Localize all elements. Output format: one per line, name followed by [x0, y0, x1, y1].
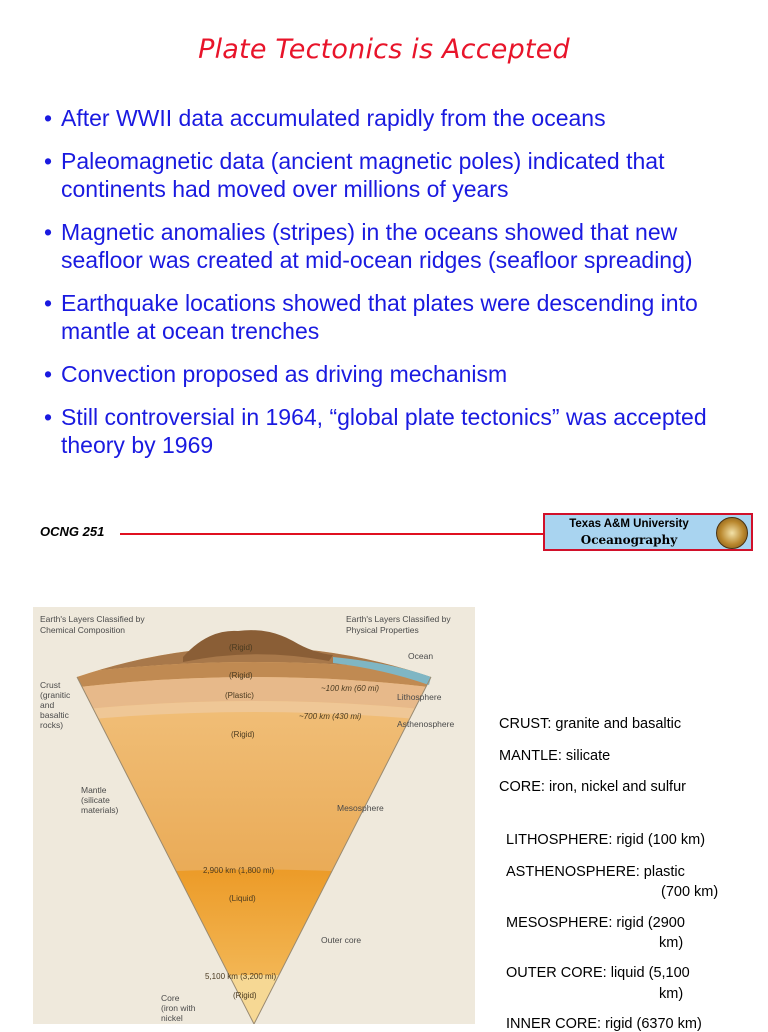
- depth-label-700: ~700 km (430 mi): [299, 712, 362, 721]
- crust-label: (granitic: [40, 690, 71, 700]
- bullet-item: • Convection proposed as driving mechanism: [44, 360, 744, 388]
- note-asthenosphere-depth: (700 km): [661, 884, 719, 900]
- department-name: Oceanography: [580, 533, 678, 547]
- liquid-label: (Liquid): [229, 894, 256, 903]
- footer-divider: [120, 533, 546, 535]
- depth-label-2900: 2,900 km (1,800 mi): [203, 866, 275, 875]
- rigid-label: (Rigid): [233, 991, 257, 1000]
- right-heading-line2: Physical Properties: [346, 625, 419, 635]
- note-outer-core: OUTER CORE: liquid (5,100: [506, 965, 690, 981]
- bullet-list: [44, 104, 744, 474]
- rigid-label: (Rigid): [229, 643, 253, 652]
- bullet-item: • After WWII data accumulated rapidly from the oceans: [44, 104, 744, 132]
- left-heading-line1: Earth's Layers Classified by: [40, 614, 145, 624]
- bullet-item: • Still controversial in 1964, “global plate tectonics” was accepted theory by 1969: [44, 403, 744, 459]
- bullet-item: • Earthquake locations showed that plates were descending into mantle at ocean trenches: [44, 289, 744, 345]
- note-mesosphere: MESOSPHERE: rigid (2900: [506, 915, 685, 931]
- university-seal-icon: [716, 517, 748, 549]
- outer-core-label: Outer core: [321, 935, 362, 945]
- crust-label: Crust: [40, 680, 61, 690]
- note-core: CORE: iron, nickel and sulfur: [499, 779, 686, 795]
- note-mesosphere-depth: km): [659, 935, 684, 951]
- layer-bands: [33, 607, 475, 1024]
- core-label: nickel: [161, 1013, 183, 1023]
- university-badge: [543, 513, 753, 551]
- core-label: Core: [161, 993, 180, 1003]
- bullet-item: • Paleomagnetic data (ancient magnetic poles) indicated that continents had moved over millions of years: [44, 147, 744, 203]
- crust-label: and: [40, 700, 55, 710]
- note-lithosphere: LITHOSPHERE: rigid (100 km): [506, 832, 706, 848]
- note-outer-core-depth: km): [659, 986, 684, 1002]
- note-crust: CRUST: granite and basaltic: [499, 716, 682, 732]
- left-heading-line2: Chemical Composition: [40, 625, 126, 635]
- mantle-label: (silicate: [81, 795, 110, 805]
- note-asthenosphere: ASTHENOSPHERE: plastic: [506, 864, 685, 880]
- mesosphere-label: Mesosphere: [337, 803, 384, 813]
- earth-layers-diagram: [33, 607, 475, 1024]
- lithosphere-label: Lithosphere: [397, 692, 442, 702]
- depth-label-100: ~100 km (60 mi): [321, 684, 380, 693]
- crust-label: rocks): [40, 720, 64, 730]
- ocean-label: Ocean: [408, 651, 434, 661]
- earth-layers-svg: [33, 607, 475, 1024]
- course-label: OCNG 251: [40, 524, 105, 539]
- mantle-label: materials): [81, 805, 119, 815]
- bullet-item: • Magnetic anomalies (stripes) in the oceans showed that new seafloor was created at mid-ocean ridges (seafloor spreading): [44, 218, 744, 274]
- university-name: Texas A&M University: [569, 518, 689, 530]
- mantle-label: Mantle: [81, 785, 107, 795]
- asthenosphere-label: Asthenosphere: [397, 719, 455, 729]
- right-heading-line1: Earth's Layers Classified by: [346, 614, 451, 624]
- rigid-label: (Rigid): [231, 730, 255, 739]
- core-label: (iron with: [161, 1003, 196, 1013]
- slide-title: Plate Tectonics is Accepted: [198, 34, 570, 65]
- plastic-label: (Plastic): [225, 691, 254, 700]
- depth-label-5100: 5,100 km (3,200 mi): [205, 972, 277, 981]
- note-mantle: MANTLE: silicate: [499, 748, 611, 764]
- crust-label: basaltic: [40, 710, 69, 720]
- note-inner-core: INNER CORE: rigid (6370 km): [506, 1016, 702, 1032]
- rigid-label: (Rigid): [229, 671, 253, 680]
